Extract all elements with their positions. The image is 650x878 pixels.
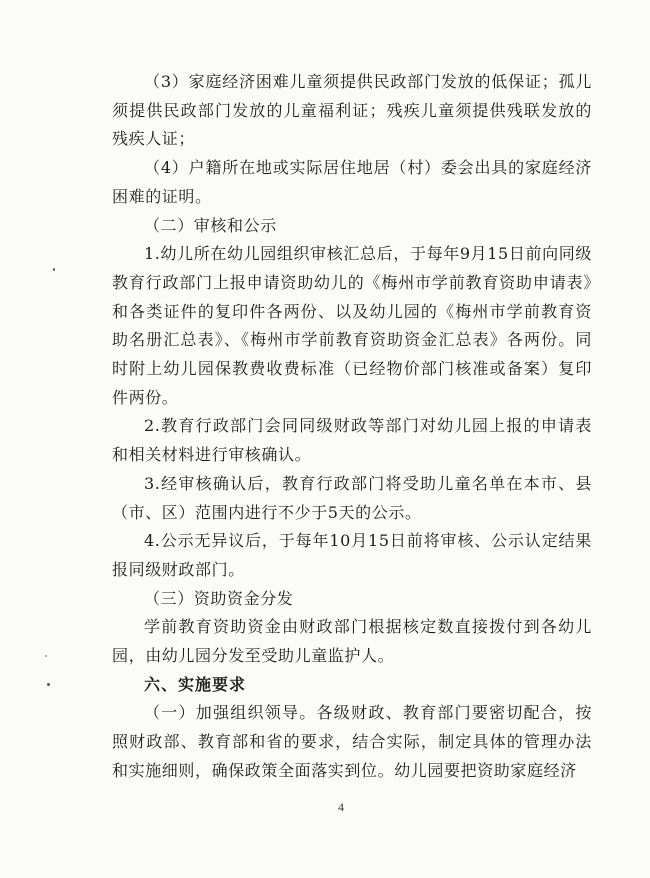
paragraph-fund-distribution: 学前教育资助资金由财政部门根据核定数直接拨付到各幼儿园，由幼儿园分发至受助儿童监护人。 <box>112 617 592 666</box>
document-body <box>112 68 592 786</box>
scan-speck <box>45 655 47 657</box>
paragraph-supporting-documents-3: （3）家庭经济困难儿童须提供民政部门发放的低保证；孤儿须提供民政部门发放的儿童福利证；残疾儿童须提供残联发放的残疾人证； <box>112 72 592 149</box>
scan-speck <box>47 683 50 686</box>
paragraph-review-step-1: 1.幼儿所在幼儿园组织审核汇总后，于每年9月15日前向同级教育行政部门上报申请资助幼儿的《梅州市学前教育资助申请表》和各类证件的复印件各两份、以及幼儿园的《梅州市学前教育资助名册汇总表》、《梅州市学前教育资助资金汇总表》各两份。同时附上幼儿园保教费收费标准（已经物价部门核准或备案）复印件两份。 <box>112 244 592 407</box>
section-heading-fund-distribution: （三）资助资金分发 <box>144 588 294 608</box>
paragraph-review-step-2: 2.教育行政部门会同同级财政等部门对幼儿园上报的申请表和相关材料进行审核确认。 <box>112 416 592 465</box>
paragraph-organization-leadership: （一）加强组织领导。各级财政、教育部门要密切配合，按照财政部、教育部和省的要求，结合实际，制定具体的管理办法和实施细则，确保政策全面落实到位。幼儿园要把资助家庭经济 <box>112 703 592 780</box>
paragraph-review-step-4: 4.公示无异议后，于每年10月15日前将审核、公示认定结果报同级财政部门。 <box>112 531 592 579</box>
scan-speck <box>53 268 55 271</box>
chapter-heading-implementation: 六、实施要求 <box>144 674 247 694</box>
paragraph-review-step-3: 3.经审核确认后，教育行政部门将受助儿童名单在本市、县（市、区）范围内进行不少于5天的公示。 <box>112 473 592 522</box>
section-heading-review-publicity: （二）审核和公示 <box>144 215 277 235</box>
paragraph-supporting-documents-4: （4）户籍所在地或实际居住地居（村）委会出具的家庭经济困难的证明。 <box>112 158 592 206</box>
page-number: 4 <box>338 800 344 814</box>
